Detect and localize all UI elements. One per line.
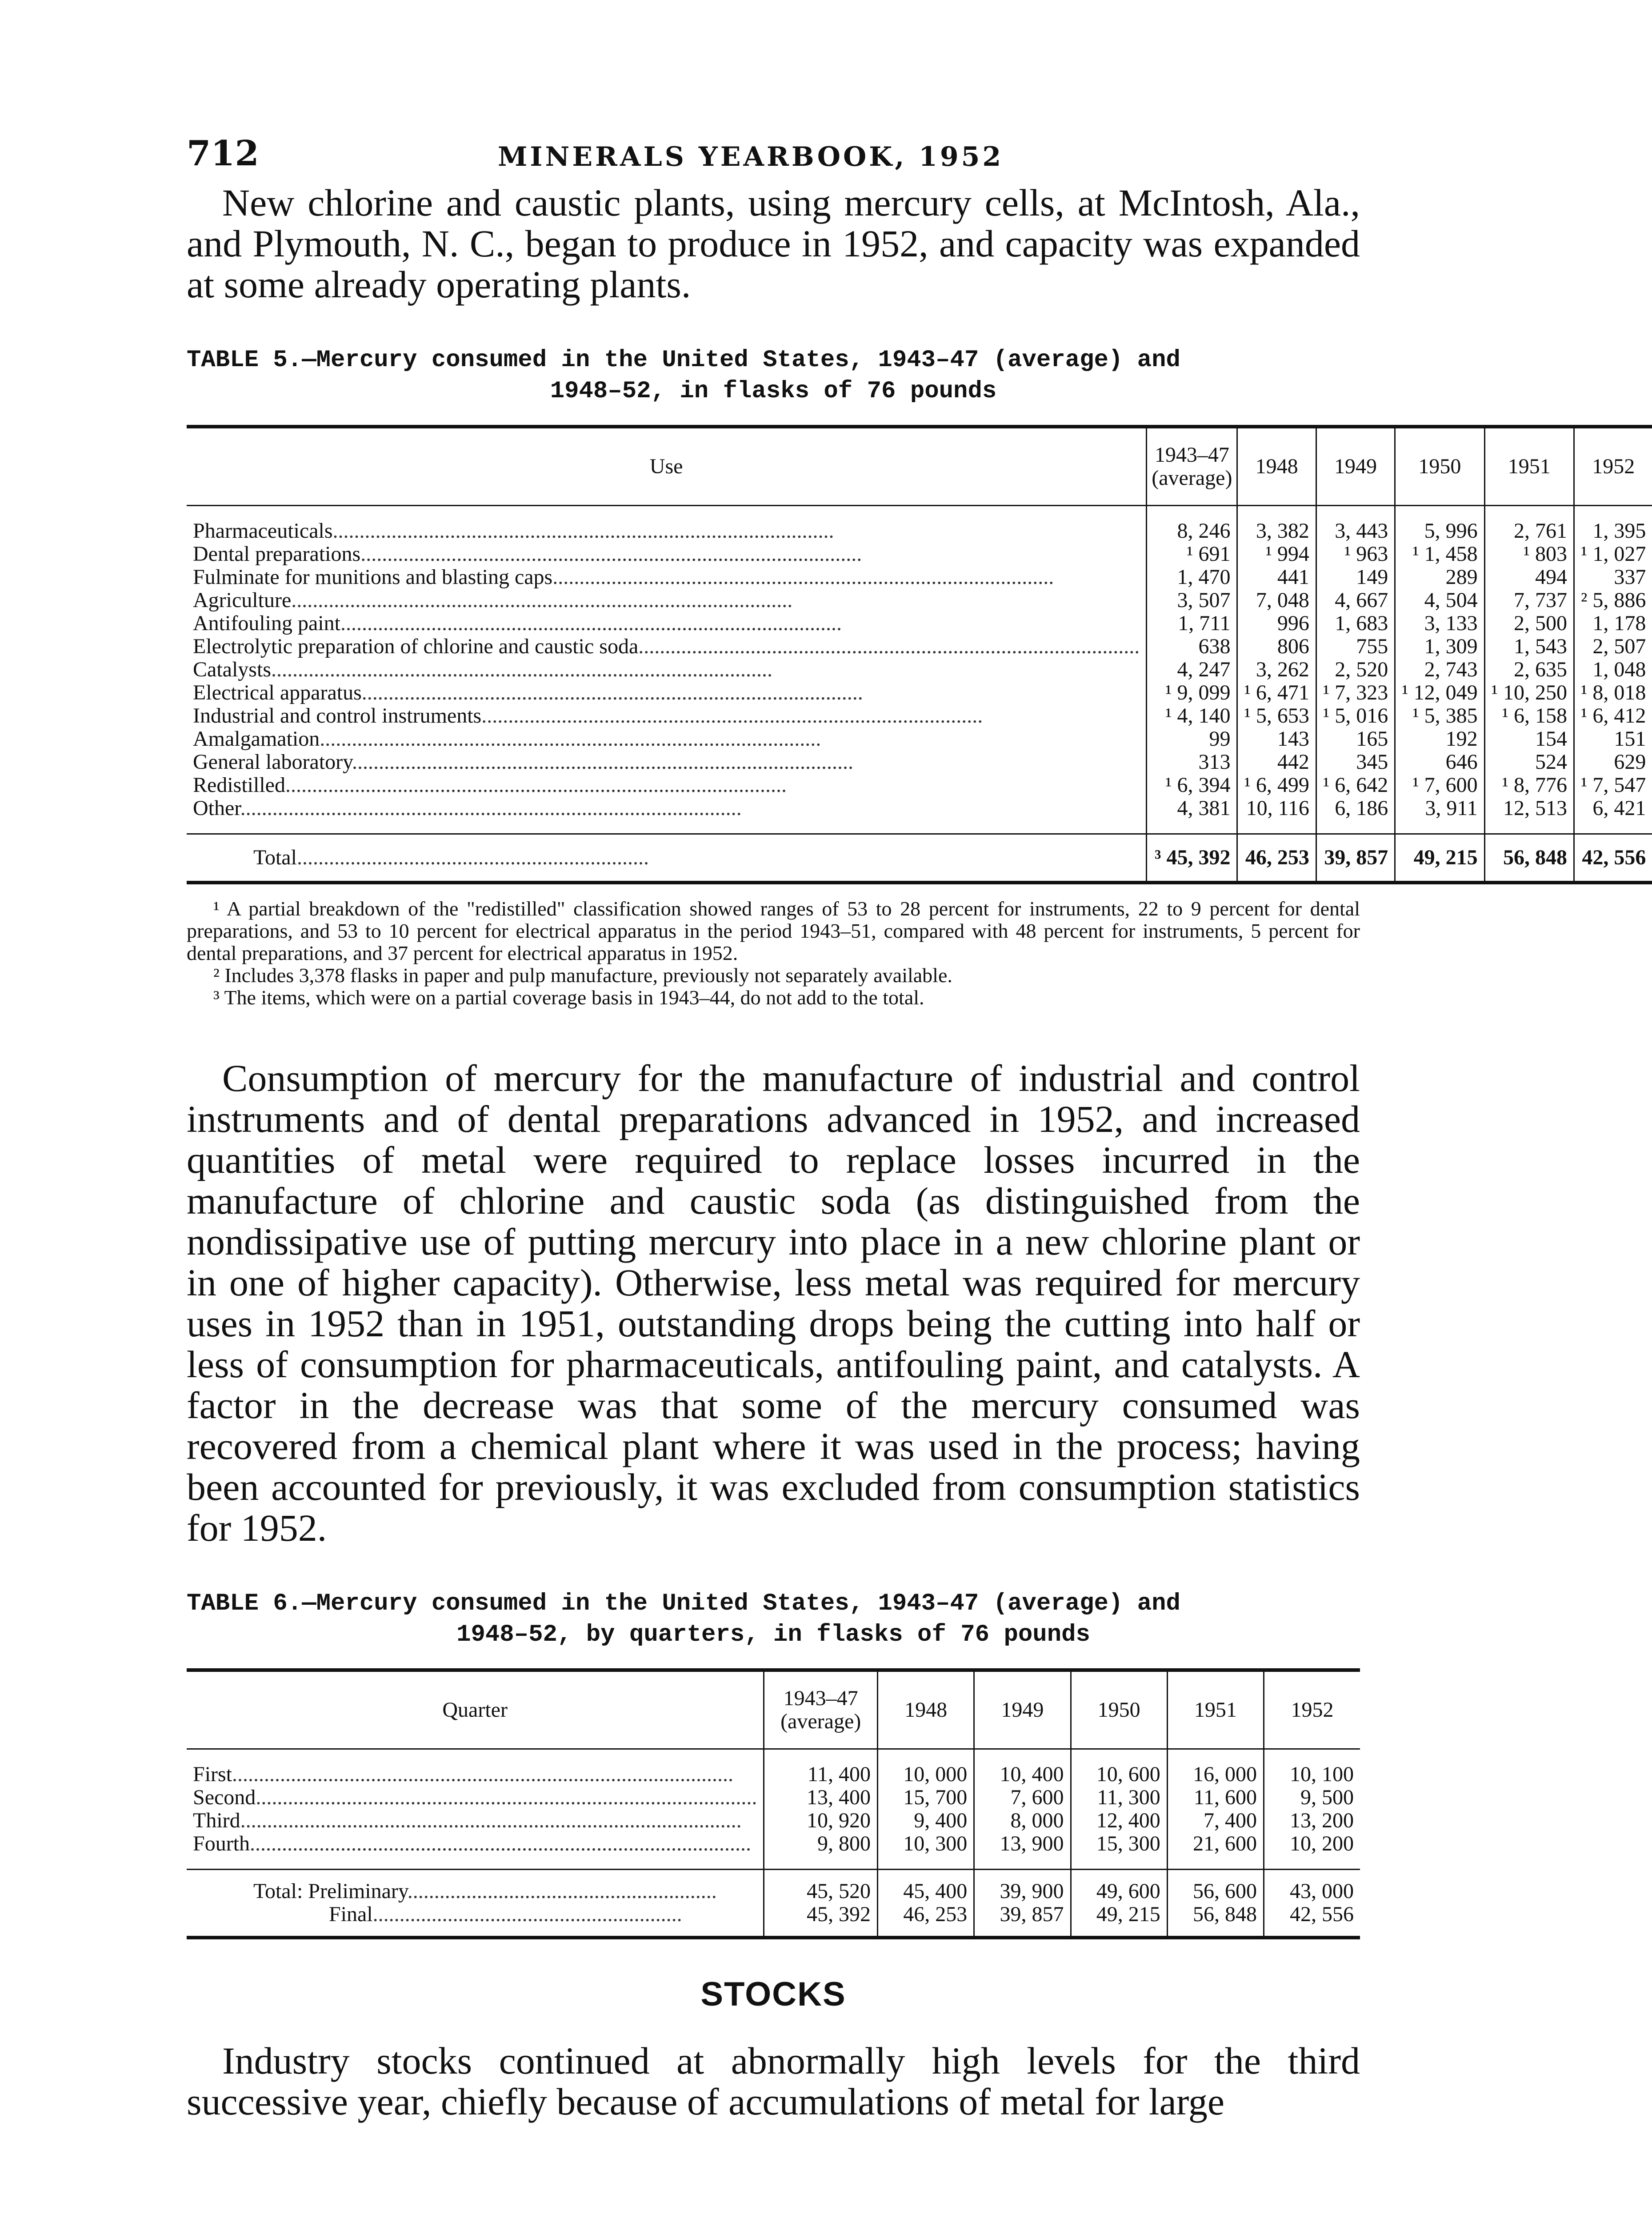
cell-value: ¹ 6, 642 [1316,774,1395,797]
table6-mercury-by-quarter [187,1668,1360,1939]
cell-value: 10, 100 [1264,1749,1360,1786]
cell-value: ¹ 8, 018 [1574,681,1652,704]
cell-value: 2, 507 [1574,635,1652,658]
cell-value: ¹ 7, 600 [1395,774,1484,797]
total-value: 49, 600 [1071,1870,1167,1903]
cell-value: 524 [1484,751,1574,774]
table6-total-final-row [187,1903,1360,1938]
cell-value: ¹ 5, 385 [1395,704,1484,727]
cell-value: ¹ 6, 412 [1574,704,1652,727]
cell-value: 289 [1395,566,1484,589]
cell-value: ¹ 994 [1237,543,1316,566]
paragraph-stocks: Industry stocks continued at abnormally high levels for the third successive year, chiefly because of accumulations of metal for large [187,2039,1360,2123]
table-row [187,635,1652,658]
cell-value: 11, 600 [1167,1786,1264,1809]
table-row [187,506,1652,543]
cell-value: ¹ 1, 458 [1395,543,1484,566]
cell-value: 12, 513 [1484,797,1574,834]
cell-value: 149 [1316,566,1395,589]
total-value: 49, 215 [1071,1903,1167,1938]
cell-value: 9, 500 [1264,1786,1360,1809]
table5-caption-line2: 1948–52, in flasks of 76 pounds [550,378,997,405]
total-value: 43, 000 [1264,1870,1360,1903]
total-value: 56, 848 [1484,834,1574,883]
table6-header-average: 1943–47 (average) [764,1670,878,1749]
cell-value: 4, 381 [1147,797,1237,834]
running-header [187,133,1360,182]
cell-value: 1, 395 [1574,506,1652,543]
cell-value: 4, 667 [1316,589,1395,612]
cell-value: 12, 400 [1071,1809,1167,1832]
cell-value: ¹ 12, 049 [1395,681,1484,704]
total-value: 56, 600 [1167,1870,1264,1903]
table-row [187,704,1652,727]
cell-value: 1, 178 [1574,612,1652,635]
row-label: Agriculture.............................................................................................. [193,588,793,612]
table6-header-1948: 1948 [878,1670,974,1749]
row-label: Second.............................................................................................. [193,1786,757,1809]
cell-value: ¹ 7, 547 [1574,774,1652,797]
total-value: 45, 400 [878,1870,974,1903]
cell-value: 7, 048 [1237,589,1316,612]
cell-value: 2, 743 [1395,658,1484,681]
cell-value: 21, 600 [1167,1832,1264,1870]
cell-value: 337 [1574,566,1652,589]
row-label: Catalysts.............................................................................................. [193,658,772,681]
cell-value: ¹ 6, 158 [1484,704,1574,727]
cell-value: 313 [1147,751,1237,774]
cell-value: 1, 711 [1147,612,1237,635]
total-value: 39, 857 [1316,834,1395,883]
table-row [187,589,1652,612]
cell-value: 806 [1237,635,1316,658]
total-value: ³ 45, 392 [1147,834,1237,883]
cell-value: ¹ 10, 250 [1484,681,1574,704]
row-label: Electrolytic preparation of chlorine and caustic soda.............................................................................................. [193,635,1140,658]
total-value: 39, 900 [974,1870,1071,1903]
page-number: 712 [187,133,259,174]
total-value: 46, 253 [1237,834,1316,883]
row-label: Antifouling paint.............................................................................................. [193,611,842,635]
cell-value: 154 [1484,727,1574,751]
table-row [187,727,1652,751]
table6-header-1949: 1949 [974,1670,1071,1749]
table-row [187,751,1652,774]
table-row [187,774,1652,797]
cell-value: 10, 200 [1264,1832,1360,1870]
cell-value: 10, 116 [1237,797,1316,834]
row-label: Fourth.............................................................................................. [193,1832,752,1855]
cell-value: 13, 900 [974,1832,1071,1870]
cell-value: 494 [1484,566,1574,589]
total-value: 42, 556 [1264,1903,1360,1938]
table6-header-row [187,1670,1360,1749]
total-label: Final.......................................................... [187,1903,764,1938]
cell-value: ¹ 7, 323 [1316,681,1395,704]
cell-value: 4, 504 [1395,589,1484,612]
table6-total-preliminary-row [187,1870,1360,1903]
cell-value: 3, 262 [1237,658,1316,681]
total-label: Total: Preliminary.......................................................... [187,1870,764,1903]
table5-total-row [187,834,1652,883]
table-row [187,1809,1360,1832]
cell-value: ¹ 803 [1484,543,1574,566]
table-row [187,658,1652,681]
cell-value: 629 [1574,751,1652,774]
cell-value: 1, 683 [1316,612,1395,635]
table5-footnote-2: ² Includes 3,378 flasks in paper and pulp manufacture, previously not separately available. [213,964,952,987]
cell-value: ¹ 5, 016 [1316,704,1395,727]
table6-header-1951: 1951 [1167,1670,1264,1749]
cell-value: ¹ 8, 776 [1484,774,1574,797]
cell-value: 11, 400 [764,1749,878,1786]
row-label: First.............................................................................................. [193,1762,734,1786]
running-title: MINERALS YEARBOOK, 1952 [498,141,1004,172]
cell-value: 9, 800 [764,1832,878,1870]
cell-value: ² 5, 886 [1574,589,1652,612]
cell-value: 2, 635 [1484,658,1574,681]
total-value: 42, 556 [1574,834,1652,883]
total-label: Total.................................................................. [187,834,1147,883]
row-label: Pharmaceuticals.............................................................................................. [193,519,834,543]
cell-value: 3, 133 [1395,612,1484,635]
row-label: Electrical apparatus.............................................................................................. [193,681,863,704]
table5-footnote-1: ¹ A partial breakdown of the "redistilled" classification showed ranges of 53 to 28 percent for instruments, 22 to 9 percent for dental preparations, and 53 to 10 percent for electrical apparatus in the period 1943–51, compared with 48 percent for instruments, 5 percent for dental preparations, and 37 percent for electrical apparatus in 1952. [187,897,1360,964]
table-row [187,566,1652,589]
cell-value: 8, 246 [1147,506,1237,543]
paragraph-chlorine-plants: New chlorine and caustic plants, using mercury cells, at McIntosh, Ala., and Plymouth, N. C., began to produce in 1952, and capacity was expanded at some already operating plants. [187,181,1360,306]
row-label: Redistilled.............................................................................................. [193,773,787,797]
table5-body [187,506,1652,883]
cell-value: 16, 000 [1167,1749,1264,1786]
table5-caption-line1: TABLE 5.—Mercury consumed in the United States, 1943–47 (average) and [187,347,1180,374]
table-row [187,1749,1360,1786]
cell-value: 646 [1395,751,1484,774]
cell-value: 192 [1395,727,1484,751]
table-row [187,543,1652,566]
cell-value: 9, 400 [878,1809,974,1832]
row-label: Industrial and control instruments.............................................................................................. [193,704,983,727]
cell-value: 151 [1574,727,1652,751]
cell-value: 1, 543 [1484,635,1574,658]
cell-value: 143 [1237,727,1316,751]
section-title-stocks: STOCKS [700,1975,846,2013]
cell-value: 99 [1147,727,1237,751]
total-value: 39, 857 [974,1903,1071,1938]
row-label: Dental preparations.............................................................................................. [193,542,862,566]
table5-header-1950: 1950 [1395,427,1484,506]
row-label: Third.............................................................................................. [193,1809,742,1832]
cell-value: 15, 300 [1071,1832,1167,1870]
cell-value: 10, 920 [764,1809,878,1832]
cell-value: 3, 911 [1395,797,1484,834]
cell-value: ¹ 6, 471 [1237,681,1316,704]
total-value: 49, 215 [1395,834,1484,883]
table5-footnote-3: ³ The items, which were on a partial coverage basis in 1943–44, do not add to the total. [213,986,924,1009]
table-row [187,797,1652,834]
cell-value: 8, 000 [974,1809,1071,1832]
cell-value: 345 [1316,751,1395,774]
row-label: Amalgamation.............................................................................................. [193,727,821,751]
cell-value: ¹ 9, 099 [1147,681,1237,704]
cell-value: 13, 400 [764,1786,878,1809]
cell-value: ¹ 691 [1147,543,1237,566]
total-value: 56, 848 [1167,1903,1264,1938]
cell-value: ¹ 6, 499 [1237,774,1316,797]
cell-value: ¹ 963 [1316,543,1395,566]
row-label: Fulminate for munitions and blasting caps.............................................................................................. [193,565,1054,589]
cell-value: ¹ 4, 140 [1147,704,1237,727]
table6-header-1952: 1952 [1264,1670,1360,1749]
table5-footnotes [187,898,1360,1009]
cell-value: ¹ 6, 394 [1147,774,1237,797]
table5-header-1951: 1951 [1484,427,1574,506]
cell-value: 10, 400 [974,1749,1071,1786]
cell-value: 7, 600 [974,1786,1071,1809]
cell-value: 10, 600 [1071,1749,1167,1786]
page [187,133,1646,2123]
table5-header-1948: 1948 [1237,427,1316,506]
cell-value: 15, 700 [878,1786,974,1809]
cell-value: 3, 382 [1237,506,1316,543]
table6-caption-line1: TABLE 6.—Mercury consumed in the United States, 1943–47 (average) and [187,1590,1180,1617]
total-value: 46, 253 [878,1903,974,1938]
cell-value: 10, 300 [878,1832,974,1870]
cell-value: 6, 186 [1316,797,1395,834]
row-label: Other.............................................................................................. [193,796,742,820]
total-value: 45, 392 [764,1903,878,1938]
cell-value: 3, 443 [1316,506,1395,543]
table5-header-1949: 1949 [1316,427,1395,506]
cell-value: ¹ 5, 653 [1237,704,1316,727]
cell-value: 638 [1147,635,1237,658]
table5-header-row [187,427,1652,506]
table5-mercury-by-use [187,425,1652,884]
cell-value: ¹ 1, 027 [1574,543,1652,566]
table5-header-use: Use [187,427,1147,506]
cell-value: 2, 520 [1316,658,1395,681]
table5-header-1952: 1952 [1574,427,1652,506]
cell-value: 2, 761 [1484,506,1574,543]
cell-value: 5, 996 [1395,506,1484,543]
cell-value: 10, 000 [878,1749,974,1786]
cell-value: 6, 421 [1574,797,1652,834]
table6-header-1950: 1950 [1071,1670,1167,1749]
table-row [187,1832,1360,1870]
cell-value: 4, 247 [1147,658,1237,681]
cell-value: 7, 400 [1167,1809,1264,1832]
table6-body [187,1749,1360,1938]
table6-caption-line2: 1948–52, by quarters, in flasks of 76 pounds [456,1621,1090,1648]
total-value: 45, 520 [764,1870,878,1903]
cell-value: 1, 048 [1574,658,1652,681]
cell-value: 3, 507 [1147,589,1237,612]
table5-header-average: 1943–47 (average) [1147,427,1237,506]
table5-caption [187,345,1360,407]
table6-caption [187,1588,1360,1651]
table-row [187,612,1652,635]
cell-value: 441 [1237,566,1316,589]
cell-value: 755 [1316,635,1395,658]
cell-value: 996 [1237,612,1316,635]
table6-header-quarter: Quarter [187,1670,764,1749]
table-row [187,681,1652,704]
cell-value: 11, 300 [1071,1786,1167,1809]
cell-value: 1, 470 [1147,566,1237,589]
cell-value: 2, 500 [1484,612,1574,635]
cell-value: 13, 200 [1264,1809,1360,1832]
cell-value: 165 [1316,727,1395,751]
paragraph-consumption: Consumption of mercury for the manufacture of industrial and control instruments and of dental preparations advanced in 1952, and increased quantities of metal were required to replace losses incurred in the manufacture of chlorine and caustic soda (as distinguished from the nondissipative use of putting mercury into place in a new chlorine plant or in one of higher capacity). Otherwise, less metal was required for mercury uses in 1952 than in 1951, outstanding drops being the cutting into half or less of consumption for pharmaceuticals, antifouling paint, and catalysts. A factor in the decrease was that some of the mercury consumed was recovered from a chemical plant where it was used in the process; having been accounted for previously, it was excluded from consumption statistics for 1952. [187,1057,1360,1549]
cell-value: 1, 309 [1395,635,1484,658]
row-label: General laboratory.............................................................................................. [193,750,854,774]
table-row [187,1786,1360,1809]
cell-value: 7, 737 [1484,589,1574,612]
cell-value: 442 [1237,751,1316,774]
